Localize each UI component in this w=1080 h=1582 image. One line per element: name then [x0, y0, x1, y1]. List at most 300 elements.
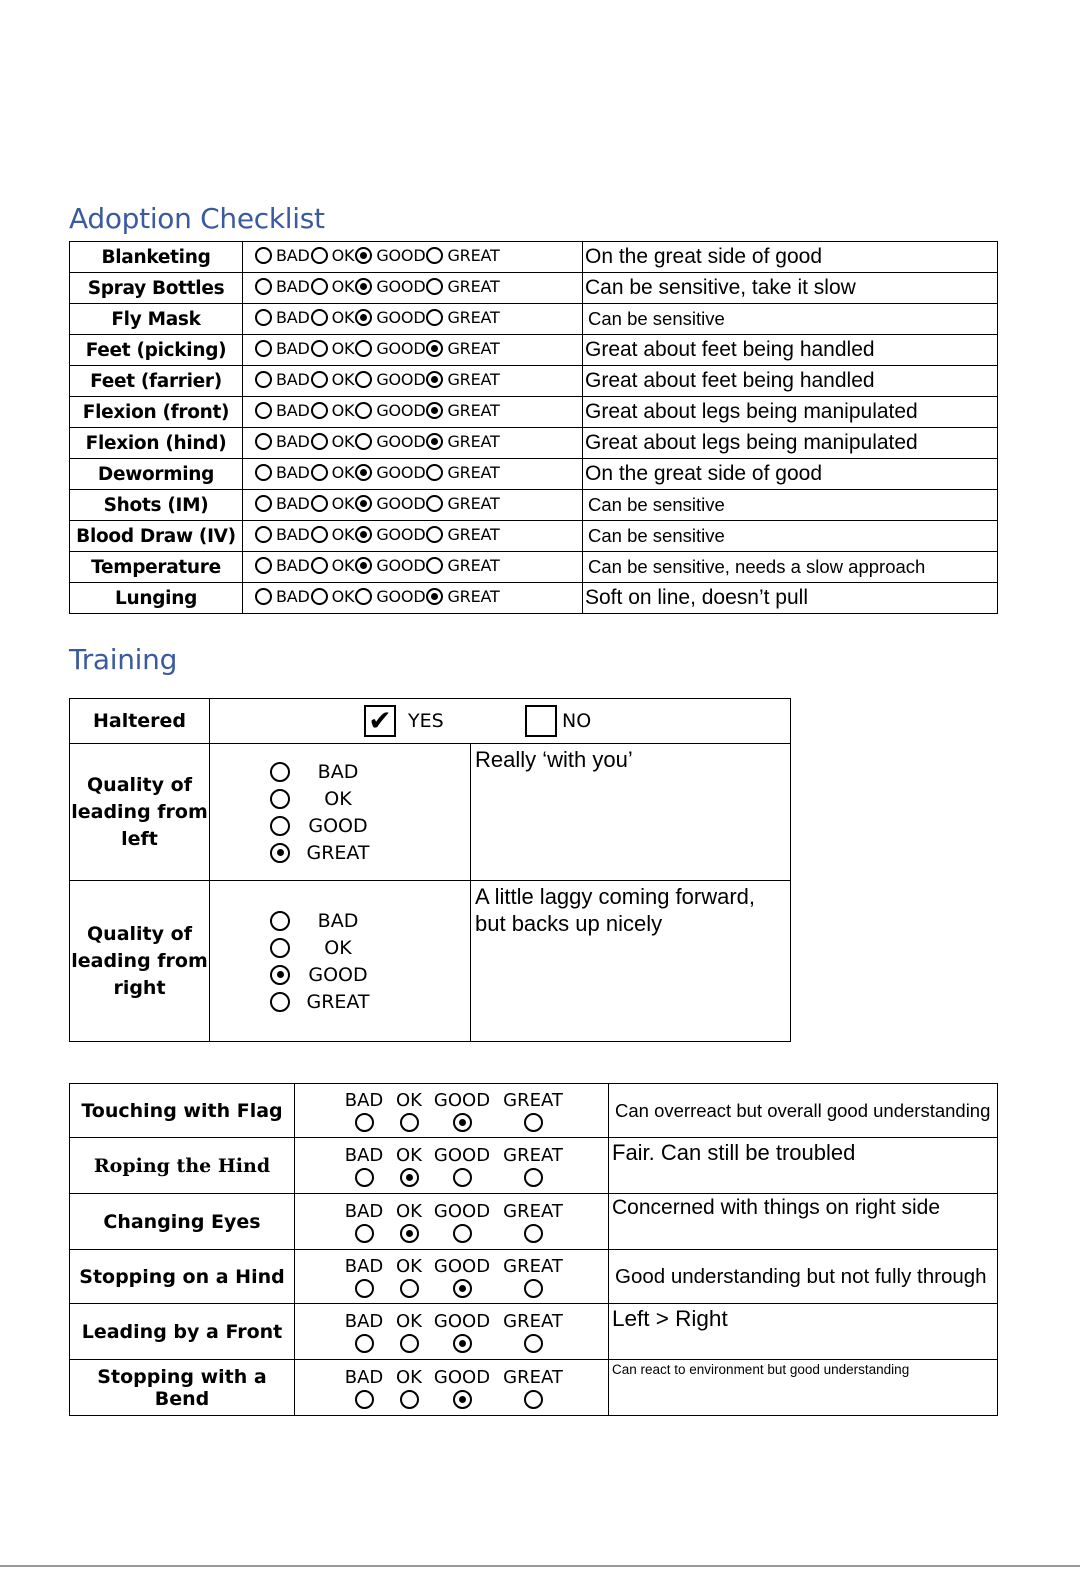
option-ok [391, 1389, 427, 1409]
radio-button[interactable] [524, 1390, 543, 1409]
radio-button[interactable] [426, 340, 443, 357]
radio-button[interactable] [355, 557, 372, 574]
option-ok [311, 246, 356, 265]
radio-button[interactable] [400, 1334, 419, 1353]
checklist-row [70, 552, 998, 583]
adoption-checklist-table [69, 241, 998, 614]
radio-button[interactable] [255, 340, 272, 357]
checklist-item-name: Shots (IM) [70, 490, 243, 521]
option-label: GOOD [376, 556, 426, 575]
option-ok [311, 494, 356, 513]
option-label: GREAT [503, 1255, 563, 1277]
option-good [355, 463, 426, 482]
skill-options [295, 1194, 609, 1250]
option-good [355, 339, 426, 358]
radio-button[interactable] [426, 402, 443, 419]
radio-button[interactable] [355, 402, 372, 419]
radio-button[interactable] [270, 965, 290, 985]
option-great [426, 587, 500, 606]
skill-options [295, 1084, 609, 1138]
option-label: OK [331, 525, 355, 544]
option-label: GREAT [447, 370, 500, 389]
skill-row [70, 1250, 998, 1304]
checklist-row [70, 459, 998, 490]
radio-button[interactable] [255, 588, 272, 605]
option-bad [270, 758, 470, 785]
radio-button[interactable] [426, 588, 443, 605]
option-ok [311, 277, 356, 296]
radio-button[interactable] [453, 1224, 472, 1243]
option-good [427, 1333, 497, 1353]
skill-comment: Fair. Can still be troubled [609, 1138, 998, 1194]
no-checkbox[interactable] [525, 705, 557, 737]
option-ok [311, 308, 356, 327]
option-label: GOOD [376, 308, 426, 327]
radio-button[interactable] [400, 1279, 419, 1298]
training-table [69, 698, 791, 1042]
option-label: BAD [276, 556, 310, 575]
radio-button[interactable] [524, 1168, 543, 1187]
option-great [426, 432, 500, 451]
skill-option-grid [337, 1145, 608, 1187]
checklist-item-name: Flexion (hind) [70, 428, 243, 459]
option-good [355, 432, 426, 451]
radio-button[interactable] [270, 762, 290, 782]
radio-button[interactable] [255, 371, 272, 388]
radio-button[interactable] [255, 464, 272, 481]
checklist-options [243, 428, 583, 459]
checklist-options [243, 273, 583, 304]
option-label: BAD [276, 308, 310, 327]
option-great [426, 463, 500, 482]
option-great [497, 1112, 569, 1132]
checklist-comment: Can be sensitive [583, 304, 998, 335]
option-label: GOOD [376, 370, 426, 389]
option-good [355, 525, 426, 544]
option-label: GREAT [503, 1200, 563, 1222]
option-label: BAD [276, 246, 310, 265]
option-ok [270, 785, 470, 812]
checklist-comment: Can be sensitive, needs a slow approach [583, 552, 998, 583]
option-great [270, 988, 470, 1015]
option-label: OK [331, 494, 355, 513]
option-label: OK [331, 432, 355, 451]
radio-button[interactable] [270, 816, 290, 836]
option-label: BAD [317, 760, 359, 783]
radio-button[interactable] [255, 247, 272, 264]
option-label: BAD [276, 401, 310, 420]
option-label: GREAT [447, 277, 500, 296]
option-great [497, 1223, 569, 1243]
skill-comment: Can overreact but overall good understanding [609, 1084, 998, 1138]
checklist-options [243, 242, 583, 273]
no-label: NO [562, 710, 592, 732]
checklist-comment: Can be sensitive [583, 521, 998, 552]
option-great [497, 1167, 569, 1187]
option-ok [311, 401, 356, 420]
radio-button[interactable] [255, 495, 272, 512]
option-great [426, 308, 500, 327]
radio-button[interactable] [426, 495, 443, 512]
checklist-item-name: Lunging [70, 583, 243, 614]
haltered-options [210, 699, 791, 744]
option-label: GREAT [447, 339, 500, 358]
option-bad [337, 1278, 391, 1298]
haltered-row [70, 699, 791, 744]
skills-table [69, 1083, 998, 1416]
option-label: BAD [276, 587, 310, 606]
option-bad [255, 246, 311, 265]
skill-comment: Left > Right [609, 1304, 998, 1360]
radio-button[interactable] [355, 1113, 374, 1132]
radio-button[interactable] [355, 1279, 374, 1298]
checklist-comment: On the great side of good [583, 459, 998, 490]
option-label: BAD [344, 1255, 384, 1277]
option-label: OK [324, 787, 352, 810]
checklist-row [70, 242, 998, 273]
option-label: GOOD [433, 1200, 491, 1222]
skill-comment: Good understanding but not fully through [609, 1250, 998, 1304]
option-label: GREAT [306, 841, 370, 864]
option-label: GREAT [503, 1310, 563, 1332]
radio-button[interactable] [524, 1279, 543, 1298]
option-great [426, 277, 500, 296]
skill-row [70, 1360, 998, 1416]
option-label: BAD [276, 277, 310, 296]
option-good [427, 1389, 497, 1409]
skill-row [70, 1138, 998, 1194]
skill-options [295, 1304, 609, 1360]
radio-button[interactable] [355, 526, 372, 543]
option-label: GOOD [308, 814, 368, 837]
skill-name: Stopping on a Hind [70, 1250, 295, 1304]
option-good [355, 401, 426, 420]
radio-button[interactable] [311, 371, 328, 388]
option-label: BAD [344, 1366, 384, 1388]
option-label: GOOD [433, 1310, 491, 1332]
option-great [497, 1389, 569, 1409]
option-bad [270, 907, 470, 934]
checklist-item-name: Deworming [70, 459, 243, 490]
option-ok [270, 934, 470, 961]
option-label: OK [324, 936, 352, 959]
radio-button[interactable] [355, 433, 372, 450]
leading-right-row [70, 881, 791, 1042]
radio-button[interactable] [355, 1334, 374, 1353]
radio-button[interactable] [311, 402, 328, 419]
option-label: GOOD [376, 463, 426, 482]
radio-button[interactable] [311, 495, 328, 512]
option-great [426, 401, 500, 420]
option-label: GOOD [433, 1089, 491, 1111]
checklist-item-name: Fly Mask [70, 304, 243, 335]
option-good [427, 1223, 497, 1243]
haltered-label: Haltered [70, 699, 210, 744]
radio-button[interactable] [355, 1168, 374, 1187]
checklist-options [243, 521, 583, 552]
option-bad [255, 277, 311, 296]
skill-name: Leading by a Front [70, 1304, 295, 1360]
radio-button[interactable] [255, 433, 272, 450]
option-label: OK [331, 463, 355, 482]
option-good [270, 961, 470, 988]
option-ok [311, 556, 356, 575]
radio-button[interactable] [255, 557, 272, 574]
option-ok [311, 525, 356, 544]
radio-button[interactable] [426, 371, 443, 388]
radio-button[interactable] [270, 789, 290, 809]
option-label: GOOD [376, 277, 426, 296]
radio-button[interactable] [426, 309, 443, 326]
checklist-comment: Great about legs being manipulated [583, 397, 998, 428]
option-label: OK [331, 308, 355, 327]
option-label: GREAT [503, 1366, 563, 1388]
option-bad [255, 401, 311, 420]
option-good [355, 308, 426, 327]
option-label: BAD [276, 494, 310, 513]
checklist-item-name: Feet (farrier) [70, 366, 243, 397]
radio-button[interactable] [426, 278, 443, 295]
radio-button[interactable] [255, 278, 272, 295]
radio-button[interactable] [270, 843, 290, 863]
option-label: GREAT [503, 1089, 563, 1111]
option-great [426, 556, 500, 575]
skill-option-grid [337, 1090, 608, 1132]
option-label: OK [331, 339, 355, 358]
option-bad [255, 525, 311, 544]
radio-button[interactable] [270, 992, 290, 1012]
radio-button[interactable] [400, 1168, 419, 1187]
option-label: GOOD [376, 494, 426, 513]
option-good [355, 556, 426, 575]
leading-left-comment: Really ‘with you’ [471, 744, 791, 881]
option-ok [391, 1333, 427, 1353]
option-ok [311, 432, 356, 451]
radio-button[interactable] [453, 1113, 472, 1132]
option-label: BAD [276, 525, 310, 544]
checklist-options [243, 397, 583, 428]
checklist-options [243, 304, 583, 335]
radio-button[interactable] [311, 309, 328, 326]
radio-button[interactable] [426, 247, 443, 264]
option-label: BAD [276, 370, 310, 389]
radio-button[interactable] [426, 433, 443, 450]
radio-button[interactable] [355, 340, 372, 357]
radio-button[interactable] [524, 1224, 543, 1243]
radio-button[interactable] [311, 278, 328, 295]
radio-button[interactable] [426, 526, 443, 543]
option-bad [337, 1389, 391, 1409]
radio-button[interactable] [426, 557, 443, 574]
skill-options [295, 1250, 609, 1304]
option-great [270, 839, 470, 866]
radio-button[interactable] [311, 464, 328, 481]
option-great [497, 1278, 569, 1298]
leading-right-options [210, 881, 471, 1042]
checklist-comment: Great about feet being handled [583, 366, 998, 397]
radio-button[interactable] [270, 911, 290, 931]
option-bad [255, 556, 311, 575]
option-great [426, 339, 500, 358]
checklist-options [243, 459, 583, 490]
radio-button[interactable] [355, 278, 372, 295]
radio-button[interactable] [311, 557, 328, 574]
checklist-row [70, 273, 998, 304]
option-bad [255, 339, 311, 358]
radio-button[interactable] [426, 464, 443, 481]
radio-button[interactable] [355, 1390, 374, 1409]
option-great [426, 494, 500, 513]
option-label: GREAT [503, 1144, 563, 1166]
checklist-title: Adoption Checklist [69, 202, 325, 235]
radio-button[interactable] [355, 371, 372, 388]
radio-button[interactable] [400, 1224, 419, 1243]
skill-row [70, 1304, 998, 1360]
radio-button[interactable] [355, 588, 372, 605]
radio-button[interactable] [453, 1279, 472, 1298]
radio-button[interactable] [524, 1334, 543, 1353]
training-title: Training [69, 643, 178, 676]
option-label: GREAT [447, 556, 500, 575]
checklist-row [70, 366, 998, 397]
option-label: GREAT [447, 246, 500, 265]
radio-button[interactable] [453, 1168, 472, 1187]
option-label: OK [331, 401, 355, 420]
page-bottom-rule [0, 1565, 1080, 1567]
checklist-row [70, 428, 998, 459]
radio-button[interactable] [400, 1390, 419, 1409]
option-label: GOOD [308, 963, 368, 986]
option-bad [255, 463, 311, 482]
radio-button[interactable] [524, 1113, 543, 1132]
checklist-options [243, 552, 583, 583]
checklist-item-name: Feet (picking) [70, 335, 243, 366]
option-bad [337, 1112, 391, 1132]
option-bad [337, 1167, 391, 1187]
option-good [427, 1167, 497, 1187]
option-bad [337, 1223, 391, 1243]
radio-button[interactable] [255, 309, 272, 326]
option-great [426, 525, 500, 544]
option-label: OK [396, 1366, 422, 1388]
leading-left-row [70, 744, 791, 881]
radio-button[interactable] [311, 247, 328, 264]
radio-button[interactable] [311, 526, 328, 543]
option-bad [255, 587, 311, 606]
option-label: GREAT [447, 432, 500, 451]
option-good [355, 587, 426, 606]
checklist-comment: On the great side of good [583, 242, 998, 273]
radio-button[interactable] [355, 495, 372, 512]
radio-button[interactable] [355, 309, 372, 326]
option-label: GOOD [433, 1366, 491, 1388]
radio-button[interactable] [355, 1224, 374, 1243]
radio-button[interactable] [311, 588, 328, 605]
option-label: GREAT [447, 525, 500, 544]
option-great [426, 246, 500, 265]
option-label: OK [331, 246, 355, 265]
yes-label: YES [408, 710, 444, 732]
checklist-item-name: Temperature [70, 552, 243, 583]
leading-right-label: Quality of leading from right [70, 881, 210, 1042]
radio-button[interactable] [400, 1113, 419, 1132]
option-good [427, 1112, 497, 1132]
radio-button[interactable] [355, 247, 372, 264]
checklist-item-name: Blanketing [70, 242, 243, 273]
checklist-row [70, 304, 998, 335]
skill-options [295, 1138, 609, 1194]
skill-option-grid [337, 1311, 608, 1353]
option-ok [391, 1278, 427, 1298]
checklist-row [70, 583, 998, 614]
option-label: OK [396, 1255, 422, 1277]
radio-button[interactable] [311, 433, 328, 450]
option-label: OK [331, 556, 355, 575]
option-good [355, 246, 426, 265]
skill-option-grid [337, 1367, 608, 1409]
checklist-row [70, 335, 998, 366]
skill-options [295, 1360, 609, 1416]
option-label: GREAT [447, 494, 500, 513]
skill-option-grid [337, 1256, 608, 1298]
option-label: BAD [276, 339, 310, 358]
yes-checkbox[interactable]: ✔ [364, 705, 396, 737]
option-label: GOOD [376, 246, 426, 265]
option-ok [311, 587, 356, 606]
option-label: GOOD [433, 1255, 491, 1277]
option-bad [255, 308, 311, 327]
checklist-row [70, 521, 998, 552]
skill-name: Touching with Flag [70, 1084, 295, 1138]
checklist-options [243, 490, 583, 521]
radio-button[interactable] [453, 1334, 472, 1353]
skill-comment: Concerned with things on right side [609, 1194, 998, 1250]
option-label: GOOD [376, 432, 426, 451]
checklist-options [243, 366, 583, 397]
option-label: BAD [344, 1200, 384, 1222]
radio-button[interactable] [270, 938, 290, 958]
radio-button[interactable] [311, 340, 328, 357]
option-label: GREAT [447, 587, 500, 606]
checklist-comment: Can be sensitive [583, 490, 998, 521]
option-good [427, 1278, 497, 1298]
radio-button[interactable] [453, 1390, 472, 1409]
option-ok [391, 1112, 427, 1132]
radio-button[interactable] [255, 526, 272, 543]
leading-left-label: Quality of leading from left [70, 744, 210, 881]
option-label: GOOD [376, 525, 426, 544]
option-label: OK [396, 1089, 422, 1111]
option-label: GOOD [376, 339, 426, 358]
option-good [355, 277, 426, 296]
option-label: GREAT [447, 308, 500, 327]
option-label: GOOD [376, 401, 426, 420]
checklist-item-name: Blood Draw (IV) [70, 521, 243, 552]
checklist-row [70, 397, 998, 428]
checklist-item-name: Flexion (front) [70, 397, 243, 428]
checklist-comment: Can be sensitive, take it slow [583, 273, 998, 304]
option-label: GREAT [447, 401, 500, 420]
option-ok [391, 1223, 427, 1243]
checklist-options [243, 583, 583, 614]
option-good [355, 494, 426, 513]
option-label: GREAT [447, 463, 500, 482]
option-label: OK [396, 1310, 422, 1332]
option-ok [311, 370, 356, 389]
radio-button[interactable] [255, 402, 272, 419]
skill-comment: Can react to environment but good understanding [609, 1360, 998, 1416]
radio-button[interactable] [355, 464, 372, 481]
